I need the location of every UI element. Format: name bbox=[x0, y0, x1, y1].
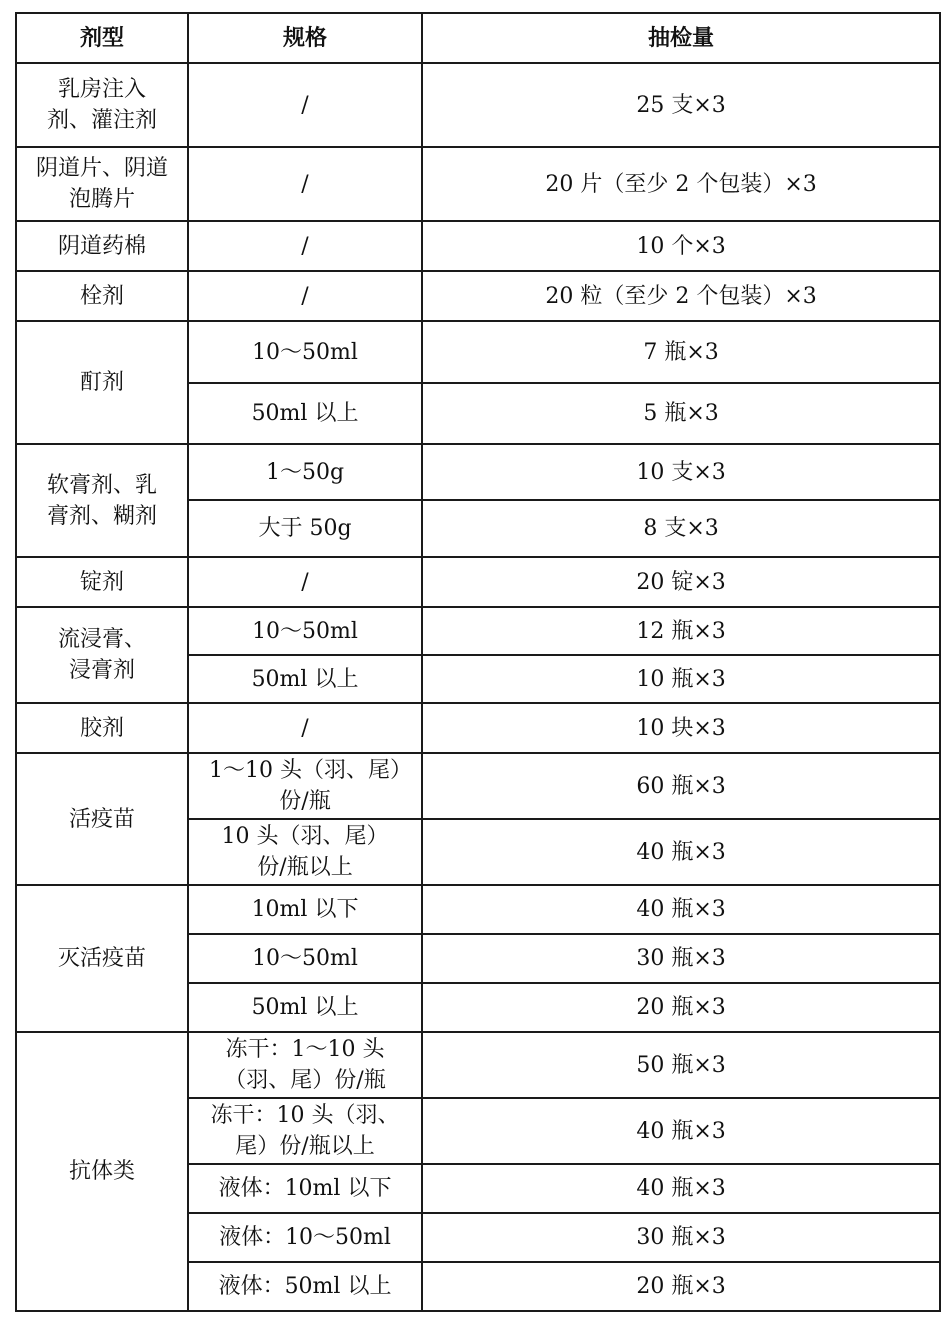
dosage-form-cell bbox=[16, 147, 188, 221]
quantity-cell: 10 个×3 bbox=[422, 221, 940, 271]
table-row bbox=[16, 221, 940, 271]
spec-cell: 50ml 以上 bbox=[188, 655, 422, 703]
quantity-cell: 10 支×3 bbox=[422, 444, 940, 500]
table-row bbox=[16, 607, 940, 655]
dosage-form-cell: 胶剂 bbox=[16, 703, 188, 753]
spec-cell: / bbox=[188, 557, 422, 607]
table-row bbox=[16, 753, 940, 819]
quantity-cell: 40 瓶×3 bbox=[422, 819, 940, 885]
header-row bbox=[16, 13, 940, 63]
dosage-form-cell: 锭剂 bbox=[16, 557, 188, 607]
spec-cell: 液体：10～50ml bbox=[188, 1213, 422, 1262]
table-row bbox=[16, 147, 940, 221]
table-row bbox=[16, 63, 940, 147]
spec-cell bbox=[188, 753, 422, 819]
sampling-quantity-table bbox=[15, 12, 941, 1312]
table-row bbox=[16, 271, 940, 321]
dosage-form-cell: 酊剂 bbox=[16, 321, 188, 444]
spec-cell: / bbox=[188, 147, 422, 221]
quantity-cell: 20 瓶×3 bbox=[422, 1262, 940, 1311]
table-row bbox=[16, 321, 940, 383]
quantity-cell: 20 粒（至少 2 个包装）×3 bbox=[422, 271, 940, 321]
spec-cell: 10～50ml bbox=[188, 321, 422, 383]
quantity-cell: 40 瓶×3 bbox=[422, 885, 940, 934]
spec-cell: / bbox=[188, 221, 422, 271]
quantity-cell: 7 瓶×3 bbox=[422, 321, 940, 383]
dosage-form-cell: 抗体类 bbox=[16, 1032, 188, 1311]
quantity-cell: 10 瓶×3 bbox=[422, 655, 940, 703]
table-row bbox=[16, 1032, 940, 1098]
table-row bbox=[16, 885, 940, 934]
spec-cell bbox=[188, 1098, 422, 1164]
spec-cell: 1～50g bbox=[188, 444, 422, 500]
quantity-cell: 20 锭×3 bbox=[422, 557, 940, 607]
dosage-form-cell: 活疫苗 bbox=[16, 753, 188, 885]
quantity-cell: 60 瓶×3 bbox=[422, 753, 940, 819]
spec-label: 10 头（羽、尾）份/瓶以上 bbox=[221, 824, 389, 880]
quantity-cell: 5 瓶×3 bbox=[422, 383, 940, 444]
quantity-cell: 50 瓶×3 bbox=[422, 1032, 940, 1098]
quantity-cell: 8 支×3 bbox=[422, 500, 940, 557]
spec-cell bbox=[188, 819, 422, 885]
table-row bbox=[16, 703, 940, 753]
quantity-cell: 12 瓶×3 bbox=[422, 607, 940, 655]
dosage-form-label: 流浸膏、浸膏剂 bbox=[57, 627, 146, 683]
dosage-form-label: 阴道片、阴道泡腾片 bbox=[35, 156, 168, 212]
spec-cell: / bbox=[188, 63, 422, 147]
spec-label: 冻干：1～10 头（羽、尾）份/瓶 bbox=[224, 1037, 386, 1093]
spec-label: 冻干：10 头（羽、尾）份/瓶以上 bbox=[210, 1103, 400, 1159]
dosage-form-label: 乳房注入剂、灌注剂 bbox=[46, 77, 157, 133]
table-row bbox=[16, 557, 940, 607]
dosage-form-cell bbox=[16, 63, 188, 147]
spec-cell: 10～50ml bbox=[188, 934, 422, 983]
spec-cell: 液体：10ml 以下 bbox=[188, 1164, 422, 1213]
quantity-cell: 20 瓶×3 bbox=[422, 983, 940, 1032]
quantity-cell: 40 瓶×3 bbox=[422, 1098, 940, 1164]
spec-label: 1～10 头（羽、尾）份/瓶 bbox=[209, 758, 402, 814]
spec-cell: 10～50ml bbox=[188, 607, 422, 655]
spec-cell: 50ml 以上 bbox=[188, 383, 422, 444]
spec-cell: 大于 50g bbox=[188, 500, 422, 557]
spec-cell: / bbox=[188, 271, 422, 321]
quantity-cell: 10 块×3 bbox=[422, 703, 940, 753]
quantity-cell: 25 支×3 bbox=[422, 63, 940, 147]
header-sampling-quantity: 抽检量 bbox=[422, 13, 940, 63]
spec-cell: 10ml 以下 bbox=[188, 885, 422, 934]
spec-cell: 50ml 以上 bbox=[188, 983, 422, 1032]
quantity-cell: 20 片（至少 2 个包装）×3 bbox=[422, 147, 940, 221]
quantity-cell: 30 瓶×3 bbox=[422, 1213, 940, 1262]
table-row bbox=[16, 444, 940, 500]
spec-cell bbox=[188, 1032, 422, 1098]
dosage-form-cell bbox=[16, 607, 188, 703]
spec-cell: 液体：50ml 以上 bbox=[188, 1262, 422, 1311]
header-dosage-form: 剂型 bbox=[16, 13, 188, 63]
quantity-cell: 30 瓶×3 bbox=[422, 934, 940, 983]
spec-cell: / bbox=[188, 703, 422, 753]
dosage-form-cell: 阴道药棉 bbox=[16, 221, 188, 271]
quantity-cell: 40 瓶×3 bbox=[422, 1164, 940, 1213]
dosage-form-cell bbox=[16, 444, 188, 557]
dosage-form-cell: 灭活疫苗 bbox=[16, 885, 188, 1032]
dosage-form-label: 软膏剂、乳膏剂、糊剂 bbox=[46, 472, 157, 529]
dosage-form-cell: 栓剂 bbox=[16, 271, 188, 321]
header-specification: 规格 bbox=[188, 13, 422, 63]
